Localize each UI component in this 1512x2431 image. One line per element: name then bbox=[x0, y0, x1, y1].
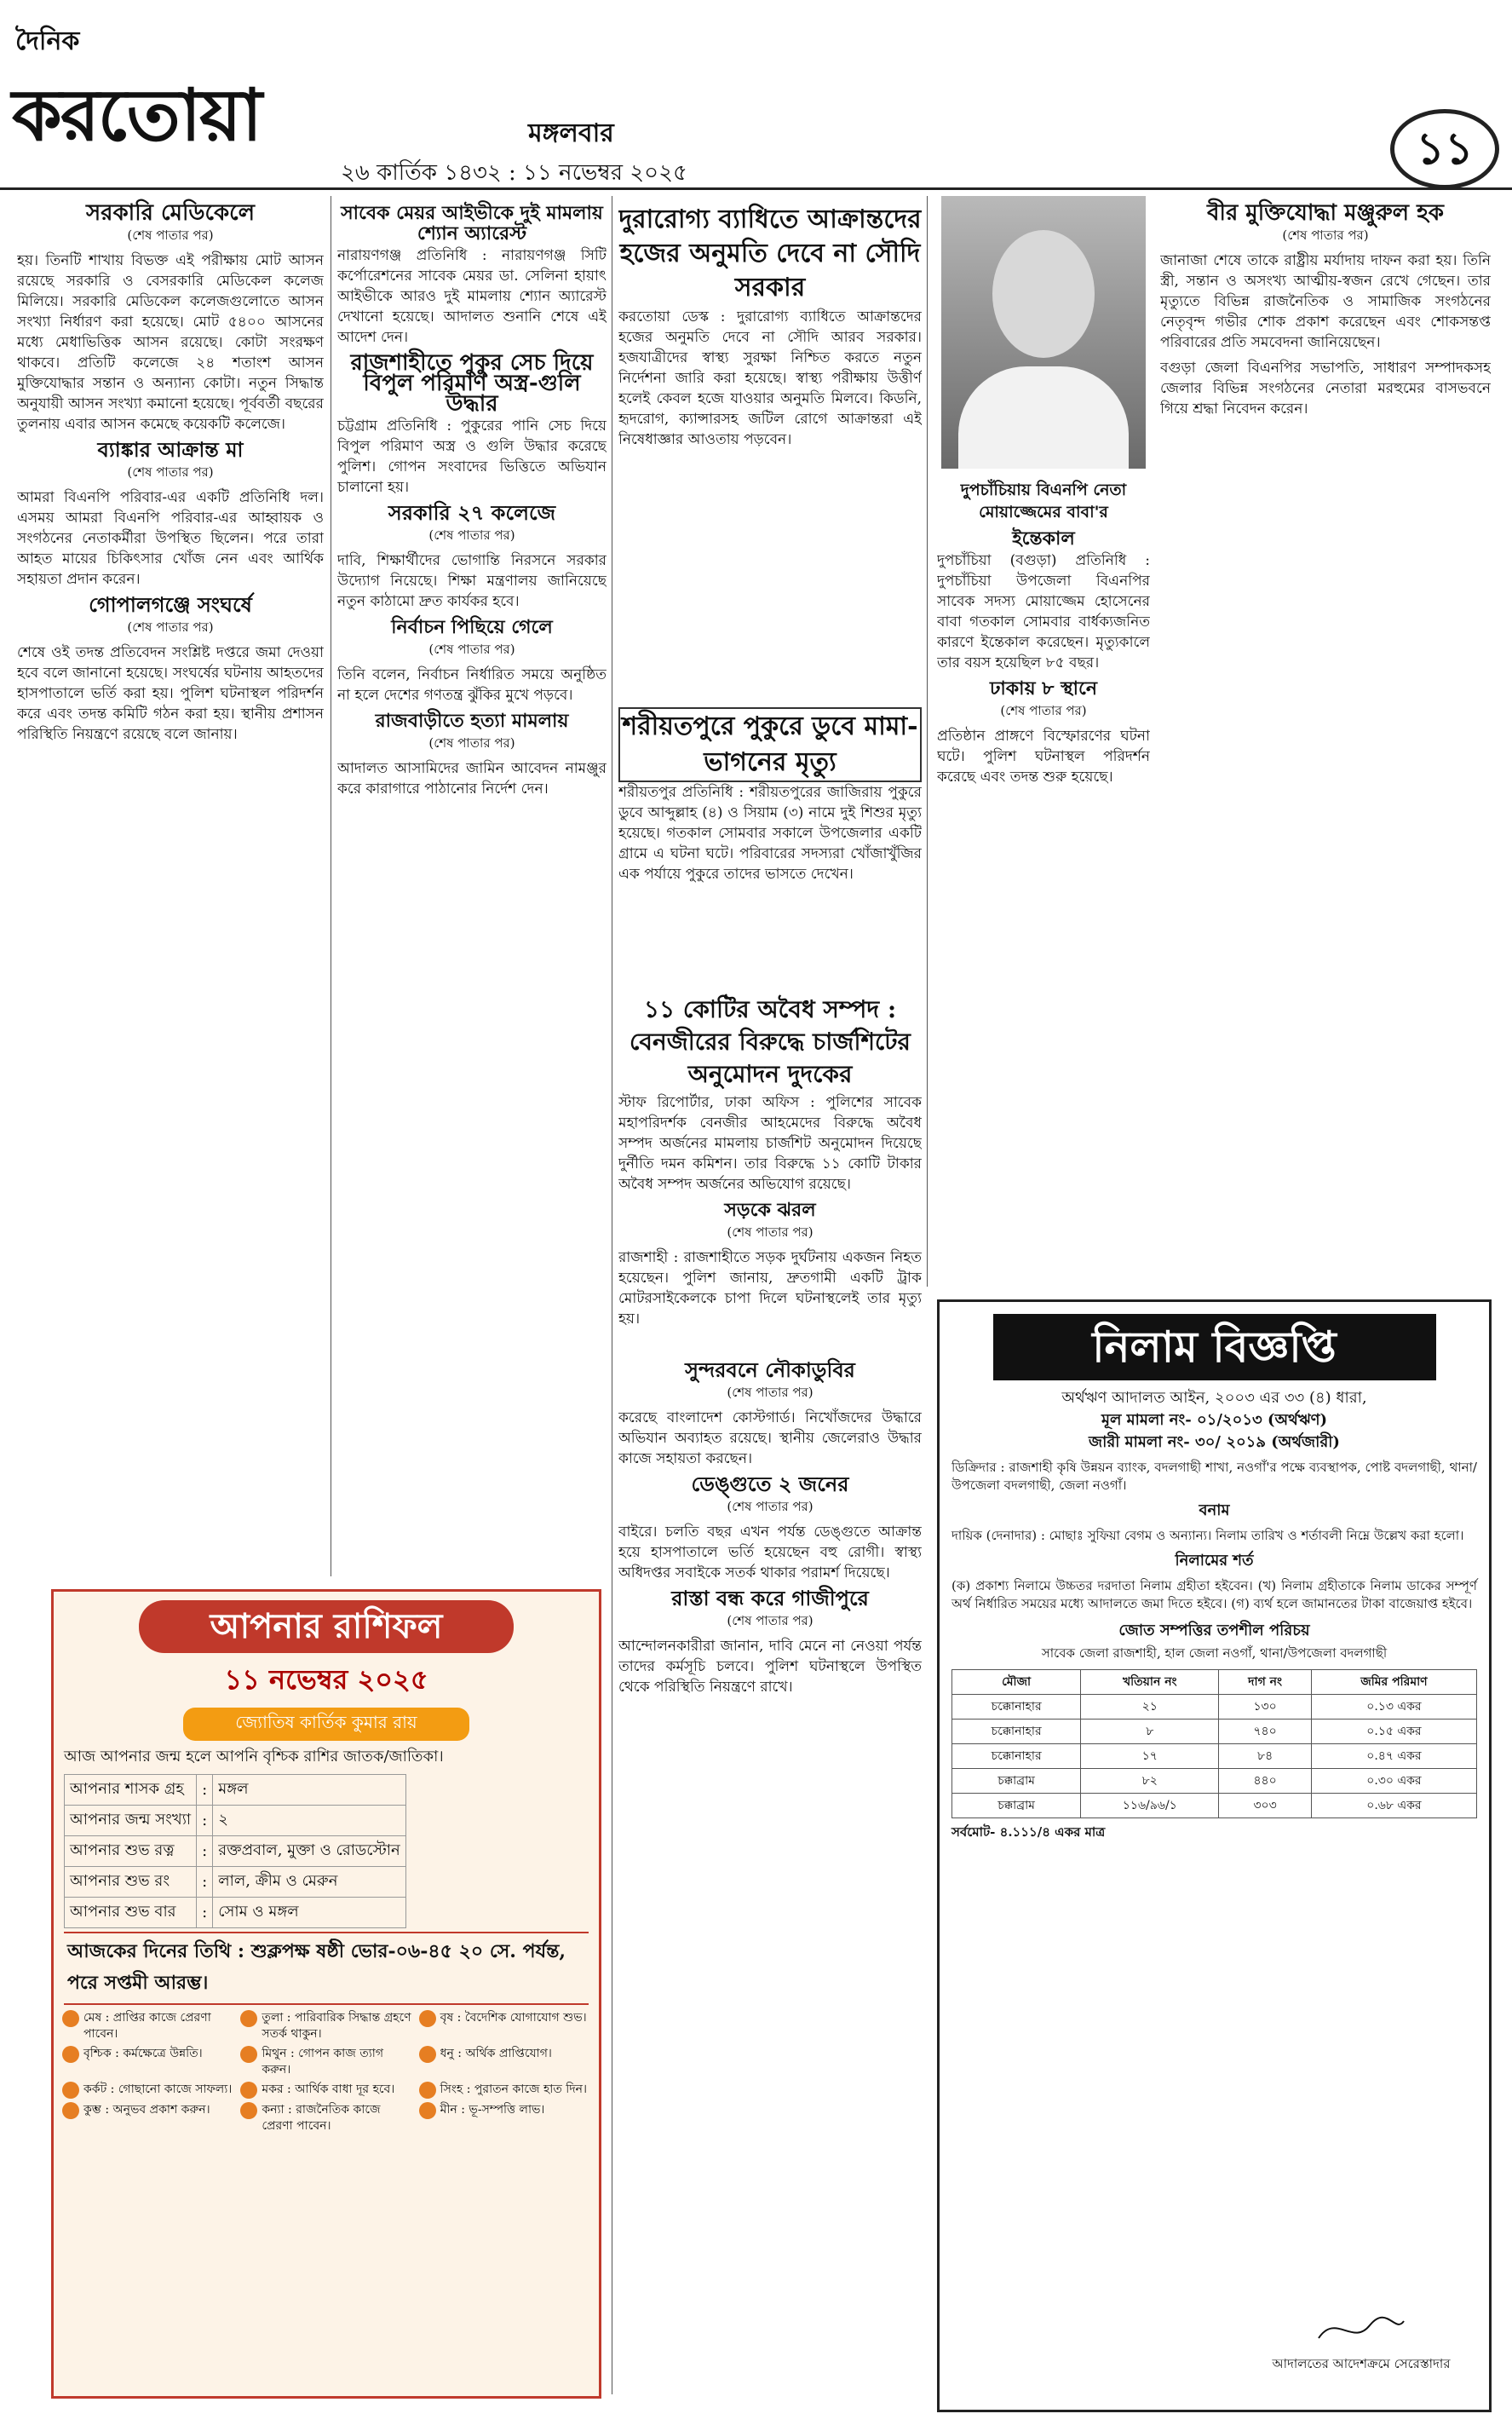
continued-label: (শেষ পাতার পর) bbox=[127, 228, 214, 243]
zodiac-item: মকর : আর্থিক বাধা দূর হবে। bbox=[240, 2082, 411, 2099]
obituary-photo bbox=[941, 196, 1146, 469]
article-body: শেষে ওই তদন্ত প্রতিবেদন সংশ্লিষ্ট দপ্তরে জমা দেওয়া হবে বলে জানানো হয়েছে। সংঘর্ষের ঘটনায় আহতদের হাসপাতালে ভর্তি করা হয়। পুলিশ ঘটনাস্থল পরিদর্শন করে এবং তদন্ত কমিটি গঠন করা হয়। স্থানীয় প্রশাসন পরিস্থিতি নিয়ন্ত্রণে রয়েছে বলে জানায়। bbox=[17, 644, 324, 743]
table-row: আপনার শুভ রং : লাল, ক্রীম ও মেরুন bbox=[65, 1867, 406, 1898]
zodiac-item: তুলা : পারিবারিক সিদ্ধান্ত গ্রহণে সতর্ক থাকুন। bbox=[240, 2010, 411, 2042]
headline: সড়কে ঝরল bbox=[724, 1199, 816, 1221]
zodiac-icon bbox=[240, 2046, 257, 2063]
tithi-line: আজকের দিনের তিথি : শুক্লপক্ষ ষষ্ঠী ভোর-০৬-৪৫ ২০ সে. পর্যন্ত, পরে সপ্তমী আরম্ভ। bbox=[64, 1932, 589, 2005]
zodiac-item: কর্কট : গোছানো কাজে সাফল্য। bbox=[62, 2082, 233, 2099]
property-total: সর্বমোট- ৪.১১১/৪ একর মাত্র bbox=[951, 1824, 1106, 1840]
property-schedule-sub: সাবেক জেলা রাজশাহী, হাল জেলা নওগাঁ, থানা/উপজেলা বদলগাছী bbox=[1041, 1645, 1388, 1661]
headline: গোপালগঞ্জে সংঘর্ষে bbox=[89, 592, 252, 617]
masthead bbox=[0, 0, 1512, 190]
headline: দুপচাঁচিয়ায় বিএনপি নেতা মোয়াজ্জেমের বাবা'র bbox=[960, 481, 1127, 521]
column-1 bbox=[17, 198, 324, 1578]
article-body: করতোয়া ডেস্ক : দুরারোগ্য ব্যাধিতে আক্রান্তদের হজের অনুমতি দেবে না সৌদি আরব সরকার। হজযাত্রীদের স্বাস্থ্য সুরক্ষা নিশ্চিত করতে নতুন নির্দেশনা জারি করা হয়েছে। স্বাস্থ্য পরীক্ষায় উত্তীর্ণ হলেই কেবল হজে যাওয়ার অনুমতি মিলবে। কিডনি, হৃদরোগ, ক্যান্সারসহ জটিল রোগে আক্রান্তরা এই নিষেধাজ্ঞার আওতায় পড়বেন। bbox=[618, 308, 922, 448]
dateline: ২৬ কার্তিক ১৪৩২ : ১১ নভেম্বর ২০২৫ bbox=[341, 160, 687, 186]
horoscope-title: আপনার রাশিফল bbox=[139, 1600, 514, 1653]
headline: সরকারি ২৭ কলেজে bbox=[388, 500, 556, 525]
signature-block: আদালতের আদেশক্রমে সেরেস্তাদার bbox=[1259, 2308, 1463, 2376]
continued-label: (শেষ পাতার পর) bbox=[127, 464, 214, 480]
article-body: রাজশাহী : রাজশাহীতে সড়ক দুর্ঘটনায় একজন নিহত হয়েছেন। পুলিশ জানায়, দ্রুতগামী একটি ট্রাক মোটরসাইকেলকে চাপা দিলে ঘটনাস্থলেই তার মৃত্যু হয়। bbox=[618, 1249, 922, 1328]
debtor-info: দায়িক (দেনাদার) : মোছাঃ সুফিয়া বেগম ও অন্যান্য। নিলাম তারিখ ও শর্তাবলী নিম্নে উল্লেখ করা হলো। bbox=[951, 1528, 1464, 1543]
zodiac-icon bbox=[62, 2102, 79, 2119]
headline: রাজবাড়ীতে হত্যা মামলায় bbox=[375, 710, 569, 732]
headline: ঢাকায় ৮ স্থানে bbox=[989, 677, 1098, 700]
auction-title: নিলাম বিজ্ঞপ্তি bbox=[993, 1314, 1436, 1380]
table-row: আপনার শাসক গ্রহ : মঙ্গল bbox=[65, 1775, 406, 1806]
article-body: শরীয়তপুর প্রতিনিধি : শরীয়তপুরের জাজিরায় পুকুরে ডুবে আব্দুল্লাহ (৪) ও সিয়াম (৩) নামে দুই শিশুর মৃত্যু হয়েছে। গতকাল সোমবার সকালে উপজেলার একটি গ্রামে এ ঘটনা ঘটে। পরিবারের সদস্যরা খোঁজাখুঁজির এক পর্যায়ে পুকুরে তাদের ভাসতে দেখেন। bbox=[618, 784, 922, 883]
zodiac-icon bbox=[240, 2102, 257, 2119]
zodiac-item: ধনু : অর্থিক প্রাপ্তিযোগ। bbox=[419, 2046, 590, 2078]
continued-label: (শেষ পাতার পর) bbox=[1282, 228, 1369, 243]
headline: রাস্তা বন্ধ করে গাজীপুরে bbox=[671, 1586, 869, 1610]
headline: বীর মুক্তিযোদ্ধা মঞ্জুরুল হক bbox=[1207, 200, 1444, 226]
zodiac-item: মীন : ভূ-সম্পত্তি লাভ। bbox=[419, 2102, 590, 2134]
continued-label: (শেষ পাতার পর) bbox=[727, 1224, 813, 1240]
zodiac-grid bbox=[62, 2010, 590, 2134]
horoscope-intro: আজ আপনার জন্ম হলে আপনি বৃশ্চিক রাশির জাতক/জাতিকা। bbox=[64, 1748, 444, 1766]
headline: নির্বাচন পিছিয়ে গেলে bbox=[391, 616, 553, 638]
headline: দুরারোগ্য ব্যাধিতে আক্রান্তদের হজের অনুমতি দেবে না সৌদি সরকার bbox=[618, 205, 922, 302]
property-schedule-title: জোত সম্পত্তির তপশীল পরিচয় bbox=[1118, 1622, 1310, 1639]
article-body: তিনি বলেন, নির্বাচন নির্ধারিত সময়ে অনুষ্ঠিত না হলে দেশের গণতন্ত্র ঝুঁকির মুখে পড়বে। bbox=[337, 666, 607, 704]
table-row: চক্কাব্রাম ৮২ ৪৪০ ০.৩০ একর bbox=[952, 1769, 1477, 1794]
headline: শরীয়তপুরে পুকুরে ডুবে মামা-ভাগনের মৃত্যু bbox=[618, 707, 922, 782]
property-table bbox=[951, 1669, 1477, 1818]
article-body: করেছে বাংলাদেশ কোস্টগার্ড। নিখোঁজদের উদ্ধারে অভিযান অব্যাহত রয়েছে। স্থানীয় জেলেরাও উদ্ধার কাজে সহায়তা করছেন। bbox=[618, 1409, 922, 1467]
lower-middle-column bbox=[618, 1355, 922, 2403]
zodiac-icon bbox=[240, 2082, 257, 2099]
decree-holder: ডিক্রিদার : রাজশাহী কৃষি উন্নয়ন ব্যাংক, বদলগাছী শাখা, নওগাঁ'র পক্ষে ব্যবস্থাপক, পোষ্ট বদলগাছী, থানা/উপজেলা বদলগাছী, জেলা নওগাঁ। bbox=[951, 1460, 1477, 1493]
page-number: ১১ bbox=[1390, 109, 1499, 189]
zodiac-item: কন্যা : রাজনৈতিক কাজে প্রেরণা পাবেন। bbox=[240, 2102, 411, 2134]
headline: ইন্তেকাল bbox=[1012, 527, 1075, 550]
headline: সাবেক মেয়র আইভীকে দুই মামলায় শ্যোন অ্যারেস্ট bbox=[341, 202, 603, 245]
article-body: দাবি, শিক্ষার্থীদের ভোগান্তি নিরসনে সরকার উদ্যোগ নিয়েছে। শিক্ষা মন্ত্রণালয় জানিয়েছে নতুন কাঠামো দ্রুত কার্যকর হবে। bbox=[337, 552, 607, 610]
continued-label: (শেষ পাতার পর) bbox=[1000, 703, 1087, 718]
zodiac-icon bbox=[62, 2046, 79, 2063]
article-body: চট্টগ্রাম প্রতিনিধি : পুকুরের পানি সেচ দিয়ে বিপুল পরিমাণ অস্ত্র ও গুলি উদ্ধার করেছে পুলিশ। গোপন সংবাদের ভিত্তিতে অভিযান চালানো হয়। bbox=[337, 418, 607, 496]
drowning-article bbox=[618, 707, 922, 980]
zodiac-icon bbox=[419, 2010, 436, 2027]
continued-label: (শেষ পাতার পর) bbox=[727, 1613, 813, 1628]
auction-notice bbox=[937, 1299, 1492, 2412]
continued-label: (শেষ পাতার পর) bbox=[727, 1385, 813, 1400]
zodiac-icon bbox=[419, 2102, 436, 2119]
article-body: বগুড়া জেলা বিএনপির সভাপতি, সাধারণ সম্পাদকসহ জেলার বিভিন্ন সংগঠনের নেতারা মরহুমের বাসভবনে গিয়ে শ্রদ্ধা নিবেদন করেন। bbox=[1160, 360, 1491, 418]
auction-conditions-title: নিলামের শর্ত bbox=[1175, 1552, 1254, 1570]
newspaper-logo: করতোয়া bbox=[12, 72, 261, 157]
article-body: প্রতিষ্ঠান প্রাঙ্গণে বিস্ফোরণের ঘটনা ঘটে। পুলিশ ঘটনাস্থল পরিদর্শন করেছে এবং তদন্ত শুরু হয়েছে। bbox=[937, 728, 1150, 786]
auction-conditions: (ক) প্রকাশ্য নিলামে উচ্চতর দরদাতা নিলাম গ্রহীতা হইবেন। (খ) নিলাম গ্রহীতাকে নিলাম ডাকের সম্পূর্ণ অর্থ নির্ধারিত সময়ের মধ্যে আদালতে জমা দিতে হইবে। (গ) ব্যর্থ হলে জামানতের টাকা বাজেয়াপ্ত হইবে। bbox=[951, 1578, 1477, 1611]
article-body: আদালত আসামিদের জামিন আবেদন নামঞ্জুর করে কারাগারে পাঠানোর নির্দেশ দেন। bbox=[337, 760, 607, 798]
zodiac-icon bbox=[62, 2082, 79, 2099]
table-row: আপনার জন্ম সংখ্যা : ২ bbox=[65, 1806, 406, 1836]
table-row: চক্কাব্রাম ১১৬/৯৬/১ ৩০৩ ০.৬৮ একর bbox=[952, 1794, 1477, 1818]
headline: ১১ কোটির অবৈধ সম্পদ : বেনজীরের বিরুদ্ধে চার্জশিটের অনুমোদন দুদকের bbox=[630, 995, 911, 1088]
continued-label: (শেষ পাতার পর) bbox=[127, 619, 214, 635]
portrait-face bbox=[992, 230, 1095, 358]
continued-label: (শেষ পাতার পর) bbox=[428, 642, 515, 657]
zodiac-icon bbox=[240, 2010, 257, 2027]
article-body: বাইরে। চলতি বছর এখন পর্যন্ত ডেঙ্গুতে আক্রান্ত হয়ে হাসপাতালে ভর্তি হয়েছেন বহু রোগী। স্বাস্থ্য অধিদপ্তর সবাইকে সতর্ক থাকার পরামর্শ দিয়েছে। bbox=[618, 1524, 922, 1581]
article-body: হয়। তিনটি শাখায় বিভক্ত এই পরীক্ষায় মোট আসন রয়েছে সরকারি ও বেসরকারি মেডিকেল কলেজ মিলিয়ে। সরকারি মেডিকেল কলেজগুলোতে আসন সংখ্যা নির্ধারণ করা হয়েছে। মোট ৫৪০০ আসনের মধ্যে মেধাভিত্তিক আসন রয়েছে। কোটা সংরক্ষণ থাকবে। প্রতিটি কলেজে ২৪ শতাংশ আসন মুক্তিযোদ্ধার সন্তান ও অন্যান্য কোটা। নতুন সিদ্ধান্ত অনুযায়ী আসন সংখ্যা কমানো হয়েছে। পূর্ববর্তী বছরের তুলনায় এবার আসন কমেছে কয়েকটি কলেজে। bbox=[17, 252, 324, 433]
table-row: আপনার শুভ বার : সোম ও মঙ্গল bbox=[65, 1898, 406, 1928]
obituary-article bbox=[937, 474, 1150, 1292]
muktijoddha-article bbox=[1160, 198, 1491, 1288]
benazir-article bbox=[618, 988, 922, 1346]
headline: রাজশাহীতে পুকুর সেচ দিয়ে বিপুল পরিমাণ অস্ত্র-গুলি উদ্ধার bbox=[350, 350, 594, 417]
auction-law-line: অর্থঋণ আদালত আইন, ২০০৩ এর ৩৩ (৪) ধারা, bbox=[1061, 1389, 1367, 1407]
article-body: জানাজা শেষে তাকে রাষ্ট্রীয় মর্যাদায় দাফন করা হয়। তিনি স্ত্রী, সন্তান ও অসংখ্য আত্মীয়-স্বজন রেখে গেছেন। তার মৃত্যুতে বিভিন্ন রাজনৈতিক ও সামাজিক সংগঠনের নেতৃবৃন্দ গভীর শোক প্রকাশ করেছেন এবং শোকসন্তপ্ত পরিবারের প্রতি সমবেদনা জানিয়েছেন। bbox=[1160, 252, 1491, 351]
horoscope-box bbox=[51, 1589, 601, 2399]
zodiac-item: মিথুন : গোপন কাজ ত্যাগ করুন। bbox=[240, 2046, 411, 2078]
zodiac-item: কুম্ভ : অনুভব প্রকাশ করুন। bbox=[62, 2102, 233, 2134]
headline: ডেঙ্গুতে ২ জনের bbox=[691, 1472, 849, 1496]
versus-label: বনাম bbox=[1199, 1501, 1230, 1519]
case-number: মূল মামলা নং- ০১/২০১৩ (অর্থঋণ) bbox=[1101, 1411, 1328, 1429]
portrait-body bbox=[958, 366, 1129, 469]
zodiac-icon bbox=[62, 2010, 79, 2027]
headline: সুন্দরবনে নৌকাডুবির bbox=[685, 1357, 855, 1382]
continued-label: (শেষ পাতার পর) bbox=[727, 1499, 813, 1514]
table-row: চক্কোনাহার ৮ ৭৪০ ০.১৫ একর bbox=[952, 1720, 1477, 1744]
continued-label: (শেষ পাতার পর) bbox=[428, 527, 515, 543]
table-row: চক্কোনাহার ২১ ১৩০ ০.১৩ একর bbox=[952, 1695, 1477, 1720]
zodiac-icon bbox=[419, 2082, 436, 2099]
zodiac-item: সিংহ : পুরাতন কাজে হাত দিন। bbox=[419, 2082, 590, 2099]
signature-icon bbox=[1310, 2308, 1412, 2351]
column-divider bbox=[927, 196, 928, 1287]
hajj-article bbox=[618, 198, 922, 700]
execution-case-number: জারী মামলা নং- ৩০/ ২০১৯ (অর্থজারী) bbox=[1089, 1433, 1340, 1451]
table-header: মৌজা খতিয়ান নং দাগ নং জমির পরিমাণ bbox=[952, 1670, 1477, 1695]
weekday: মঙ্গলবার bbox=[528, 118, 614, 148]
article-body: আমরা বিএনপি পরিবার-এর একটি প্রতিনিধি দল। এসময় আমরা বিএনপি পরিবার-এর আহ্বায়ক ও সংগঠনের নেতাকর্মীরা উপস্থিত ছিলেন। পরে তারা আহত মায়ের চিকিৎসার খোঁজ নেন এবং আর্থিক সহায়তা প্রদান করেন। bbox=[17, 489, 324, 588]
zodiac-item: মেষ : প্রাপ্তির কাজে প্রেরণা পাবেন। bbox=[62, 2010, 233, 2042]
table-row: আপনার শুভ রত্ন : রক্তপ্রবাল, মুক্তা ও রোডস্টোন bbox=[65, 1836, 406, 1867]
headline: ব্যাঙ্কার আক্রান্ত মা bbox=[97, 437, 244, 462]
table-row: চক্কোনাহার ১৭ ৮৪ ০.৪৭ একর bbox=[952, 1744, 1477, 1769]
article-body: নারায়ণগঞ্জ প্রতিনিধি : নারায়ণগঞ্জ সিটি কর্পোরেশনের সাবেক মেয়র ডা. সেলিনা হায়াৎ আইভীকে আরও দুই মামলায় শ্যোন অ্যারেস্ট দেখানো হয়েছে। আদালত শুনানি শেষে এই আদেশ দেন। bbox=[337, 247, 607, 346]
zodiac-icon bbox=[419, 2046, 436, 2063]
article-body: স্টাফ রিপোর্টার, ঢাকা অফিস : পুলিশের সাবেক মহাপরিদর্শক বেনজীর আহমেদের বিরুদ্ধে অবৈধ সম্পদ অর্জনের মামলায় চার্জশিট অনুমোদন দিয়েছে দুর্নীতি দমন কমিশন। তার বিরুদ্ধে ১১ কোটি টাকার অবৈধ সম্পদ অর্জনের অভিযোগ রয়েছে। bbox=[618, 1094, 922, 1193]
logo-prefix: দৈনিক bbox=[15, 26, 80, 56]
continued-label: (শেষ পাতার পর) bbox=[428, 735, 515, 751]
zodiac-item: বৃষ : বৈদেশিক যোগাযোগ শুভ। bbox=[419, 2010, 590, 2042]
horoscope-author: জ্যোতিষ কার্তিক কুমার রায় bbox=[183, 1708, 469, 1741]
article-body: দুপচাঁচিয়া (বগুড়া) প্রতিনিধি : দুপচাঁচিয়া উপজেলা বিএনপির সাবেক সদস্য মোয়াজ্জেম হোসেনের বাবা গতকাল সোমবার বার্ধক্যজনিত কারণে ইন্তেকাল করেছেন। মৃত্যুকালে তার বয়স হয়েছিল ৮৫ বছর। bbox=[937, 552, 1150, 671]
headline: সরকারি মেডিকেলে bbox=[85, 200, 256, 226]
article-body: আন্দোলনকারীরা জানান, দাবি মেনে না নেওয়া পর্যন্ত তাদের কর্মসূচি চলবে। পুলিশ ঘটনাস্থলে উপস্থিত থেকে পরিস্থিতি নিয়ন্ত্রণে রাখে। bbox=[618, 1638, 922, 1696]
zodiac-item: বৃশ্চিক : কর্মক্ষেত্রে উন্নতি। bbox=[62, 2046, 233, 2078]
horoscope-date: ১১ নভেম্বর ২০২৫ bbox=[224, 1663, 428, 1696]
horoscope-table bbox=[64, 1774, 406, 1928]
